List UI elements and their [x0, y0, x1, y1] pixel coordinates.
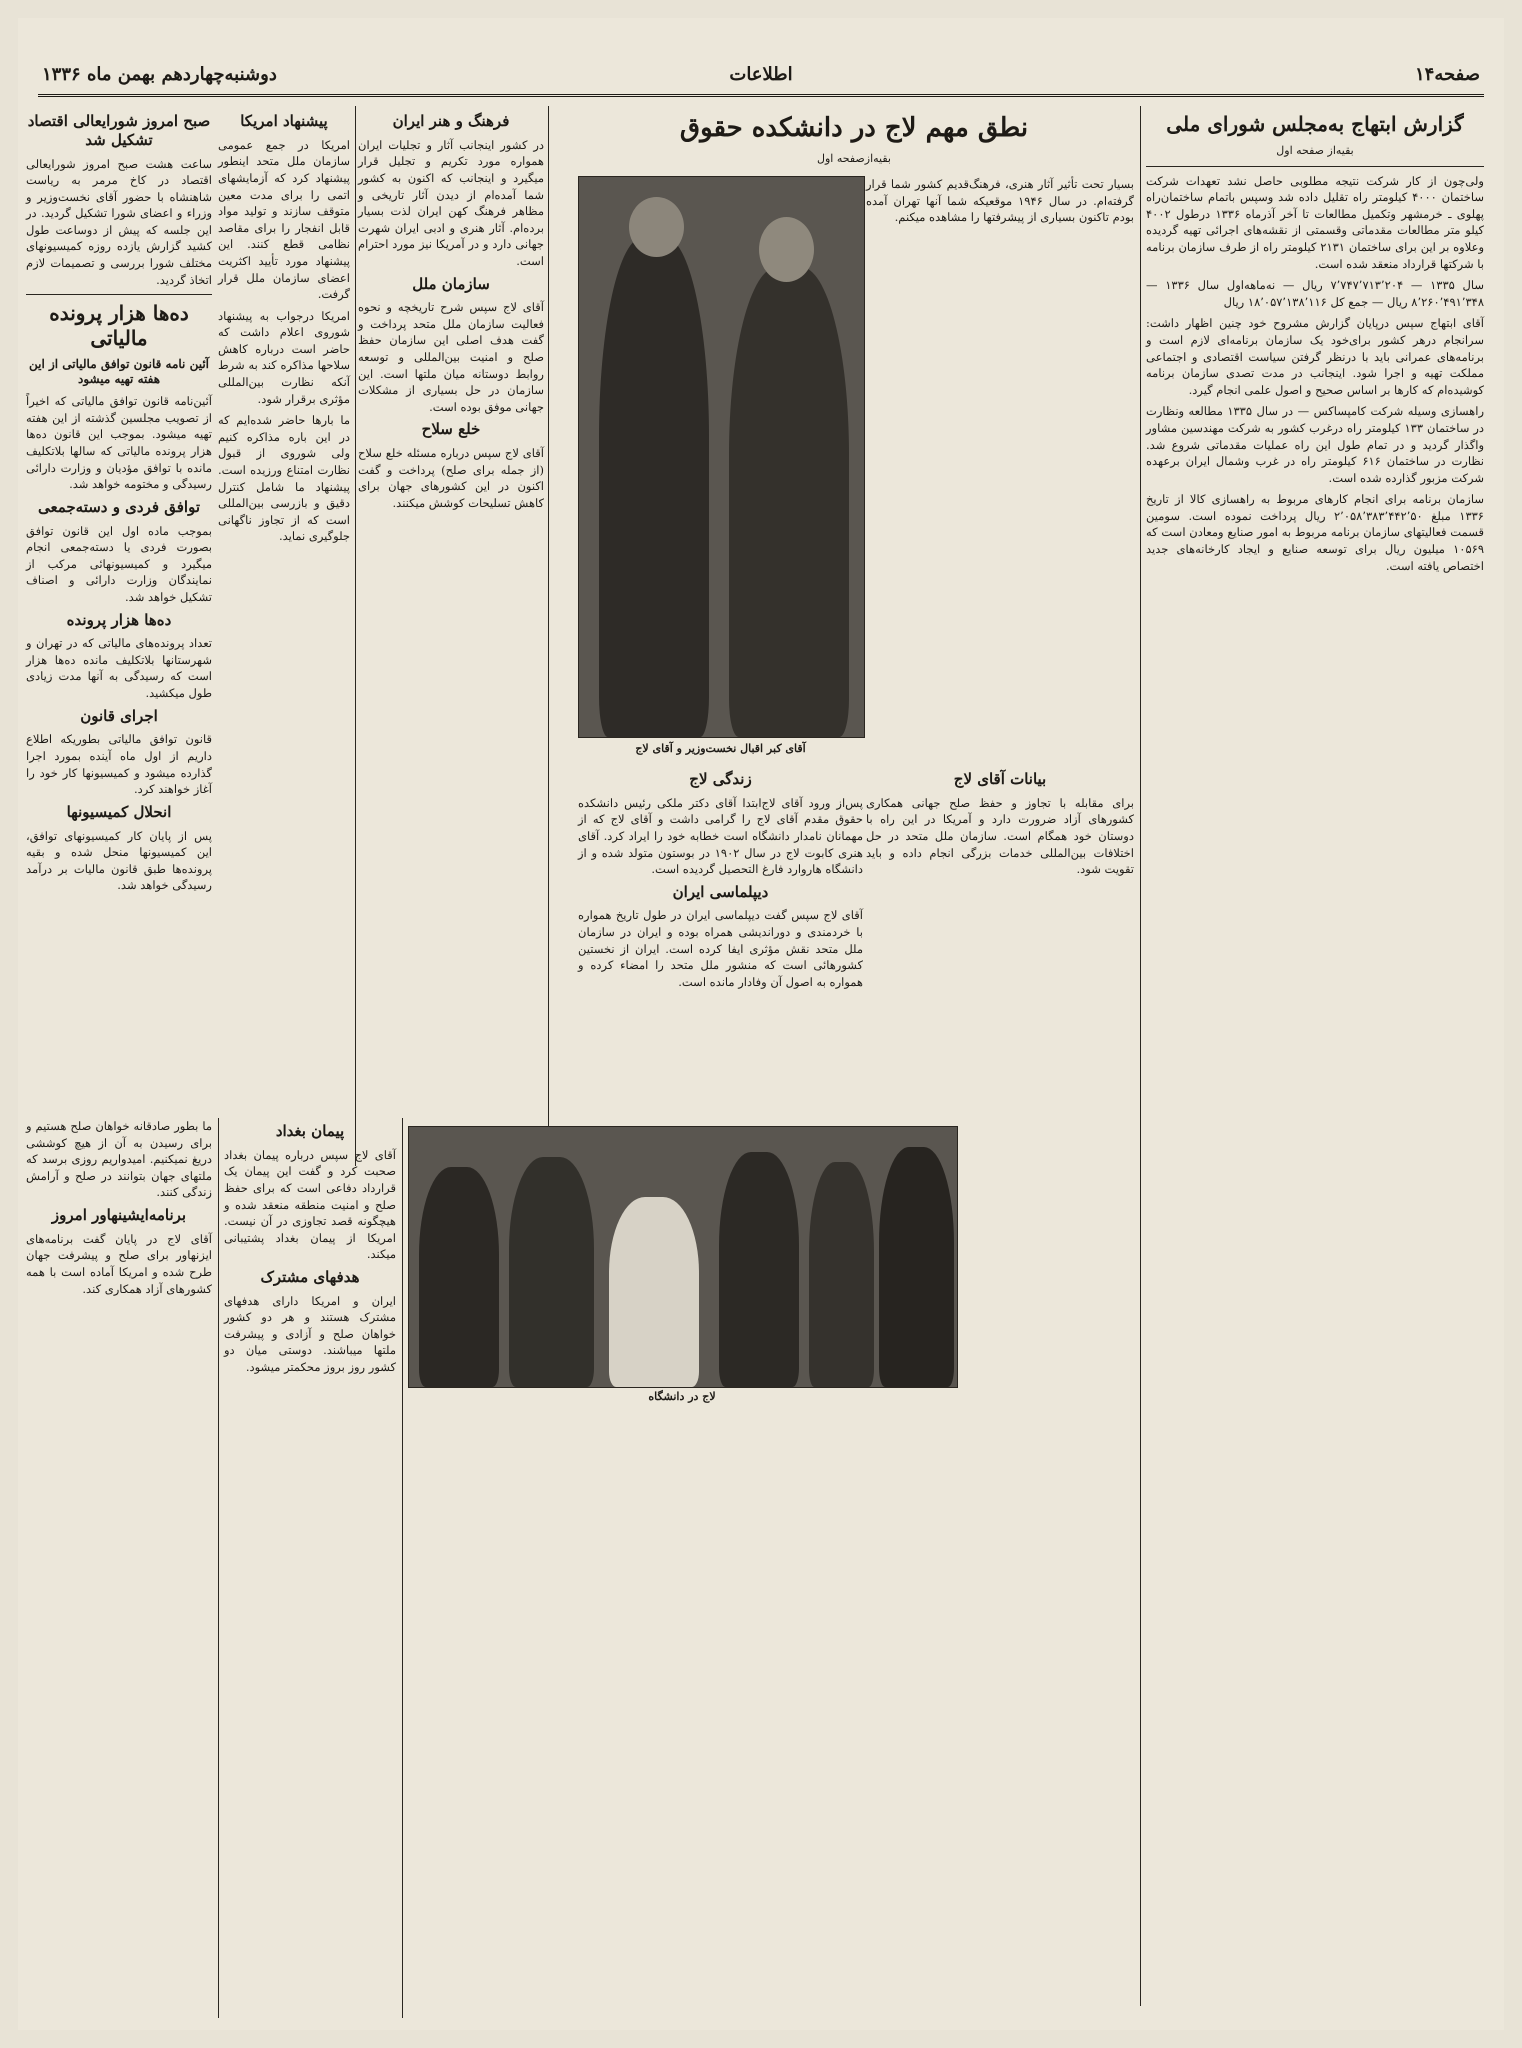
subheading: توافق فردی و دسته‌جمعی — [37, 497, 201, 516]
lodge-life-section — [578, 766, 863, 995]
article-ebtehaj-report — [1146, 108, 1484, 579]
column-rule — [1140, 106, 1141, 2006]
photo-caption: لاج در دانشگاه — [648, 1390, 716, 1403]
paragraph: آقای ابتهاج سپس درپایان گزارش مشروح خود چنین اظهار داشت: سرانجام درهر کشور برای‌خود یک سازمان برنامه‌ای لازم است و برنامه‌های عمرانی باید با درنظر گرفتن سیاست اقتصادی و اجتماعی مملکت تهیه و اجرا شود. اینجانب در مدت تصدی سازمان برنامه کوشیده‌ام که کارها بر اساس صحیح و اصول علمی انجام گیرد. — [1146, 316, 1484, 397]
subheading: بیانات آقای لاج — [953, 770, 1047, 788]
paragraph: بموجب ماده اول این قانون توافق بصورت فردی یا دسته‌جمعی انجام میگیرد و کمیسیونهائی مرکب از نمایندگان وزارت دارائی و اصناف تشکیل خواهد شد. — [26, 523, 212, 604]
paragraph: ما بارها حاضر شده‌ایم که در این باره مذاکره کنیم ولی شوروی از قبول نظارت امتناع ورزیده است. پیشنهاد ما شامل کنترل دقیق و بازرسی بین‌المللی است که از تجاوز ناگهانی جلوگیری نماید. — [218, 413, 350, 544]
paragraph: آقای لاج در پایان گفت برنامه‌های ایزنهاور برای صلح و پیشرفت جهان طرح شده و امریکا آماده است با همه کشورهای آزاد همکاری کند. — [26, 1231, 212, 1296]
subheading: هدفهای مشترک — [260, 1267, 360, 1286]
lodge-statements-section — [866, 766, 1134, 883]
column-rule — [355, 106, 356, 1166]
article-lodge-speech — [574, 108, 1134, 171]
paragraph: آئین‌نامه قانون توافق مالیاتی که اخیراً از تصویب مجلسین گذشته از این هفته تهیه میشود. بموجب این قانون ده‌ها هزار پرونده مالیاتی که سالها بلاتکلیف مانده با توافق مؤدیان و وزارت دارائی رسیدگی و مختومه خواهد شد. — [26, 394, 212, 492]
paragraph: قانون توافق مالیاتی بطوریکه اطلاع داریم از اول ماه آینده بمورد اجرا گذارده میشود و کمیسیونها کار خود را آغاز خواهند کرد. — [26, 732, 212, 797]
subheading: ده‌ها هزار پرونده — [66, 610, 172, 629]
paragraph: در کشور اینجانب آثار و تجلیات ایران همواره مورد تکریم و تجلیل قرار میگیرد و اینجانب که اکنون به کشور شما آمده‌ام از دیدن آثار تاریخی و مظاهر فرهنگ کهن ایران لذت بسیار برده‌ام. آثار هنری و ادبی ایران شهرت جهانی دارد و در آمریکا نیز مورد احترام است. — [358, 137, 544, 268]
photo-caption: آقای کبر اقبال نخست‌وزیر و آقای لاج — [635, 742, 806, 755]
paragraph: آقای لاج سپس درباره مسئله خلع سلاح (از جمله برای صلح) پرداخت و گفت اکنون در این کشورهای جهان برای کاهش تسلیحات کوشش میکنند. — [358, 446, 544, 510]
article-eisenhower-program — [26, 1118, 212, 1302]
column-rule — [402, 1118, 403, 2018]
paragraph: تعداد پرونده‌های مالیاتی که در تهران و شهرستانها بلاتکلیف مانده ده‌ها هزار است که رسیدگی به آنها مدت زیادی طول میکشید. — [26, 636, 212, 701]
subheading: اجرای قانون — [80, 706, 158, 725]
subheading: برنامه‌ایشینهاور امروز — [51, 1205, 187, 1224]
page-number: صفحه۱۴ — [1414, 64, 1480, 85]
article-iran-culture — [358, 108, 544, 517]
continued-note: بقیه‌از صفحه اول — [1276, 144, 1354, 157]
headline: ده‌ها هزار پرونده مالیاتی — [49, 301, 189, 351]
lodge-speech-text — [866, 176, 1134, 231]
continued-note: بقیه‌ازصفحه اول — [817, 151, 891, 165]
subheading: آئین نامه قانون توافق مالیاتی از این هفته تهیه میشود — [28, 357, 209, 387]
paragraph: آقای لاج سپس گفت دیپلماسی ایران در طول تاریخ همواره با خردمندی و دوراندیشی همراه بوده و ایران در سازمان ملل متحد نقش مؤثری ایفا کرده است. ایران از نخستین کشورهائی است که منشور ملل متحد را امضاء کرده و همواره به اصول آن وفادار مانده است. — [578, 908, 863, 989]
paragraph: پس‌از ورود آقای لاج‌ابتدا آقای دکتر ملکی رئیس دانشکده حقوق مقدم آقای لاج را گرامی داشت و آقای لاج که از مهمانان نامدار دانشگاه است خطابه خود را ایراد کرد. آقای هنری کابوت لاج در سال ۱۹۰۲ در بوستون متولد شده و از دانشگاه هاروارد فارغ التحصیل گردیده است. — [578, 795, 863, 877]
masthead — [38, 58, 1484, 97]
headline: نطق مهم لاج در دانشکده حقوق — [679, 113, 1029, 143]
paragraph: ساعت هشت صبح امروز شورایعالی اقتصاد در کاخ مرمر به ریاست شاهنشاه با حضور آقای نخست‌وزیر و وزراء و اعضای شورا تشکیل گردید. در این جلسه که پیش از دوساعت طول کشید گزارش یازده روزه کمیسیونهای مختلف شورا بررسی و تصمیمات لازم اتخاذ گردید. — [26, 156, 212, 287]
article-economy-tax — [26, 108, 212, 899]
article-us-proposal — [218, 108, 350, 550]
issue-date: دوشنبه‌چهاردهم بهمن ماه ۱۳۳۶ — [42, 64, 277, 85]
paragraph: بسیار تحت تأثیر آثار هنری، فرهنگ‌قدیم کشور شما قرار گرفته‌ام. در سال ۱۹۴۶ موقعیکه شما آنها تهران آمده بودم تاکنون بسیاری از پیشرفتها را مشاهده میکنم. — [866, 177, 1134, 225]
newspaper-page — [18, 18, 1504, 2030]
subheading: سازمان ملل — [412, 274, 490, 293]
paragraph: سازمان برنامه برای انجام کارهای مربوط به راهسازی کالا از تاریخ ۱۳۳۶ مبلغ ۲٬۰۵۸٬۳۸۳٬۴۴۲٬۵۰ ریال پرداخت نموده است. سومین قسمت فعالیتهای سازمان برنامه مربوط به امور صنایع ومعادن است که ۱۰۵۶۹ میلیون ریال برای توسعه صنایع و ایجاد کارخانه‌های جدید اختصاص یافته است. — [1146, 492, 1484, 573]
column-rule — [218, 1118, 219, 2018]
paragraph: پس از پایان کار کمیسیونهای توافق، این کمیسیونها منحل شده و بقیه پرونده‌ها طبق قانون مالیات بر درآمد رسیدگی خواهد شد. — [26, 828, 212, 893]
subheading: زندگی لاج — [689, 770, 752, 788]
paragraph: آقای لاج سپس شرح تاریخچه و نحوه فعالیت سازمان ملل متحد پرداخت و گفت هدف اصلی این سازمان حفظ صلح و امنیت بین‌المللی و توسعه روابط دوستانه میان ملتها است. این سازمان در حل بسیاری از مشکلات جهانی موفق بوده است. — [358, 300, 544, 414]
paragraph: ایران و امریکا دارای هدفهای مشترک هستند و هر دو کشور خواهان صلح و آزادی و پیشرفت ملتها میباشند. دوستی میان دو کشور روز بروز محکمتر میشود. — [224, 1293, 396, 1375]
paragraph: آقای لاج سپس درباره پیمان بغداد صحبت کرد و گفت این پیمان یک قرارداد دفاعی است که برای حفظ صلح و امنیت منطقه منعقد شده و هیچگونه قصد تجاوزی در آن نیست. امریکا از پیمان بغداد پشتیبانی میکند. — [224, 1147, 396, 1262]
subheading: پیمان بغداد — [275, 1122, 345, 1140]
article-baghdad-pact — [224, 1118, 396, 1381]
newspaper-name: اطلاعات — [729, 64, 793, 85]
paragraph: امریکا درجواب به پیشنهاد شوروی اعلام داشت که حاضر است درباره کاهش سلاحها مذاکره کند به شرط آنکه نظارت بین‌المللی مؤثری برقرار شود. — [218, 308, 350, 406]
paragraph: سال ۱۳۳۵ — ۷٬۷۴۷٬۷۱۳٬۲۰۴ ریال — نه‌ماهه‌اول سال ۱۳۳۶ — ۸٬۲۶۰٬۴۹۱٬۳۴۸ ریال — جمع کل ۱۸٬۰۵۷٬۱۳۸٬۱۱۶ ریال — [1146, 278, 1485, 309]
paragraph: امریکا در جمع عمومی سازمان ملل متحد اینطور پیشنهاد کرد که آزمایشهای اتمی را برای مدت معین متوقف سازند و تولید مواد قابل انفجار را برای مقاصد نظامی قطع کنند. این پیشنهاد مورد تأیید اکثریت اعضای سازمان ملل قرار گرفت. — [218, 137, 350, 302]
column-rule — [548, 106, 549, 1166]
paragraph: ما بطور صادقانه خواهان صلح هستیم و برای رسیدن به آن از هیچ کوششی دریغ نمیکنیم. امیدواریم روزی برسد که ملتهای جهان بتوانند در صلح و آرامش زندگی کنند. — [26, 1119, 212, 1200]
paragraph: برای مقابله با تجاوز و حفظ صلح جهانی همکاری کشورهای آزاد ضرورت دارد و آمریکا در این راه با دوستان خود همگام است. سازمان ملل متحد در حل اختلافات بین‌المللی خدمات بزرگی انجام داده و باید تقویت شود. — [866, 795, 1134, 877]
subheading: انحلال کمیسیونها — [66, 802, 172, 821]
photo-eghbal-lodge — [578, 176, 865, 738]
headline: صبح امروز شورایعالی اقتصاد تشکیل شد — [27, 112, 211, 149]
headline: پیشنهاد امریکا — [240, 112, 328, 130]
subheading: خلع سلاح — [421, 420, 481, 439]
paragraph: راهسازی وسیله شرکت کامپساکس — در سال ۱۳۳۵ مطالعه ونظارت در ساختمان ۱۳۳ کیلومتر راه درغرب کشور به شرکت مهندسین مشاور واگذار گردید و در تمام طول این راه عملیات مقدماتی شروع شد. نظارت در ساختمان ۶۱۶ کیلومتر راه در غرب وشمال ایران برعهده شرکت مزبور گذارده شده است. — [1146, 404, 1484, 485]
headline: گزارش ابتهاج به‌مجلس شورای ملی — [1166, 112, 1464, 136]
subheading: دیپلماسی ایران — [672, 882, 769, 901]
headline: فرهنگ و هنر ایران — [392, 112, 510, 130]
photo-lodge-university — [408, 1126, 958, 1388]
paragraph: ولی‌چون از کار شرکت نتیجه مطلوبی حاصل نشد تعهدات شرکت ساختمان ۴۰۰۰ کیلومتر راه تقلیل داده شد وسپس باتمام ساختمان‌راه پهلوی ـ خرمشهر وتکمیل مطالعات تا آخر آذرماه ۱۳۳۶ درطول ۴۰۰۲ کیلو متر مطالعات مقدماتی وقسمتی از نقشه‌های اجرائی تهیه گردیده وعلاوه بر این برای ساختمان ۲۱۳۱ کیلومتر راه از طرف سازمان برنامه با شرکتها قرارداد منعقد شده است. — [1146, 173, 1485, 271]
